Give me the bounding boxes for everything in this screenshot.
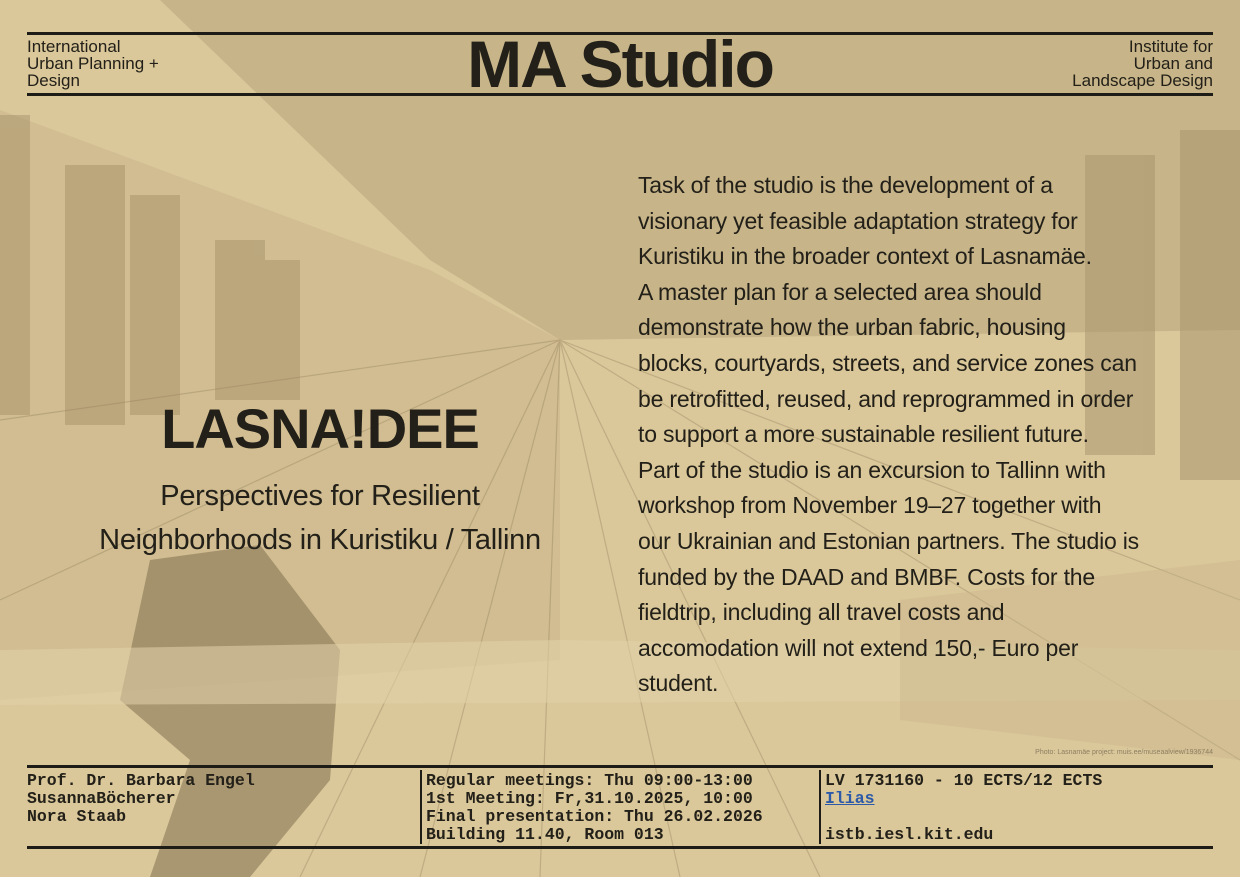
footer-bottom-rule: [27, 846, 1213, 849]
person-name: Nora Staab: [27, 807, 127, 826]
schedule-final-presentation: Final presentation: Thu 26.02.2026: [426, 807, 763, 826]
person-name: Prof. Dr. Barbara Engel: [27, 771, 255, 790]
ilias-link[interactable]: Ilias: [825, 789, 875, 808]
project-title: LASNA!DEE: [161, 397, 479, 460]
schedule-regular-meetings: Regular meetings: Thu 09:00-13:00: [426, 771, 753, 790]
footer-people: [27, 772, 255, 826]
program-name: International Urban Planning + Design: [27, 37, 159, 90]
page-title: MA Studio: [467, 27, 773, 101]
studio-description: Task of the studio is the development of a visionary yet feasible adaptation strategy for Kuristiku in the broader context of Lasnamäe. A master plan for a selected area should demonstrate how the urban fabric, housing blocks, courtyards, streets, and service zones can be retrofitted, reused, and reprogrammed in order to support a more sustainable resilient future. Part of the studio is an excursion to Tallinn with workshop from November 19–27 together with our Ukrainian and Estonian partners. The studio is funded by the DAAD and BMBF. Costs for the fieldtrip, including all travel costs and accomodation will not extend 150,- Euro per student.: [638, 172, 1139, 697]
footer-course-info: [825, 772, 1102, 844]
institute-name: Institute for Urban and Landscape Design: [1072, 37, 1213, 90]
photo-credit: Photo: Lasnamäe project: muis.ee/museaalview/1936744: [1035, 749, 1213, 756]
person-name: SusannaBöcherer: [27, 789, 176, 808]
footer-top-rule: [27, 765, 1213, 768]
course-id: LV 1731160 - 10 ECTS/12 ECTS: [825, 771, 1103, 790]
website-url: istb.iesl.kit.edu: [825, 825, 994, 844]
project-subtitle: Perspectives for Resilient Neighborhoods in Kuristiku / Tallinn: [99, 480, 541, 556]
schedule-location: Building 11.40, Room 013: [426, 825, 664, 844]
footer-divider-2: [819, 770, 821, 844]
schedule-first-meeting: 1st Meeting: Fr,31.10.2025, 10:00: [426, 789, 753, 808]
footer-divider-1: [420, 770, 422, 844]
footer-schedule: [426, 772, 763, 844]
